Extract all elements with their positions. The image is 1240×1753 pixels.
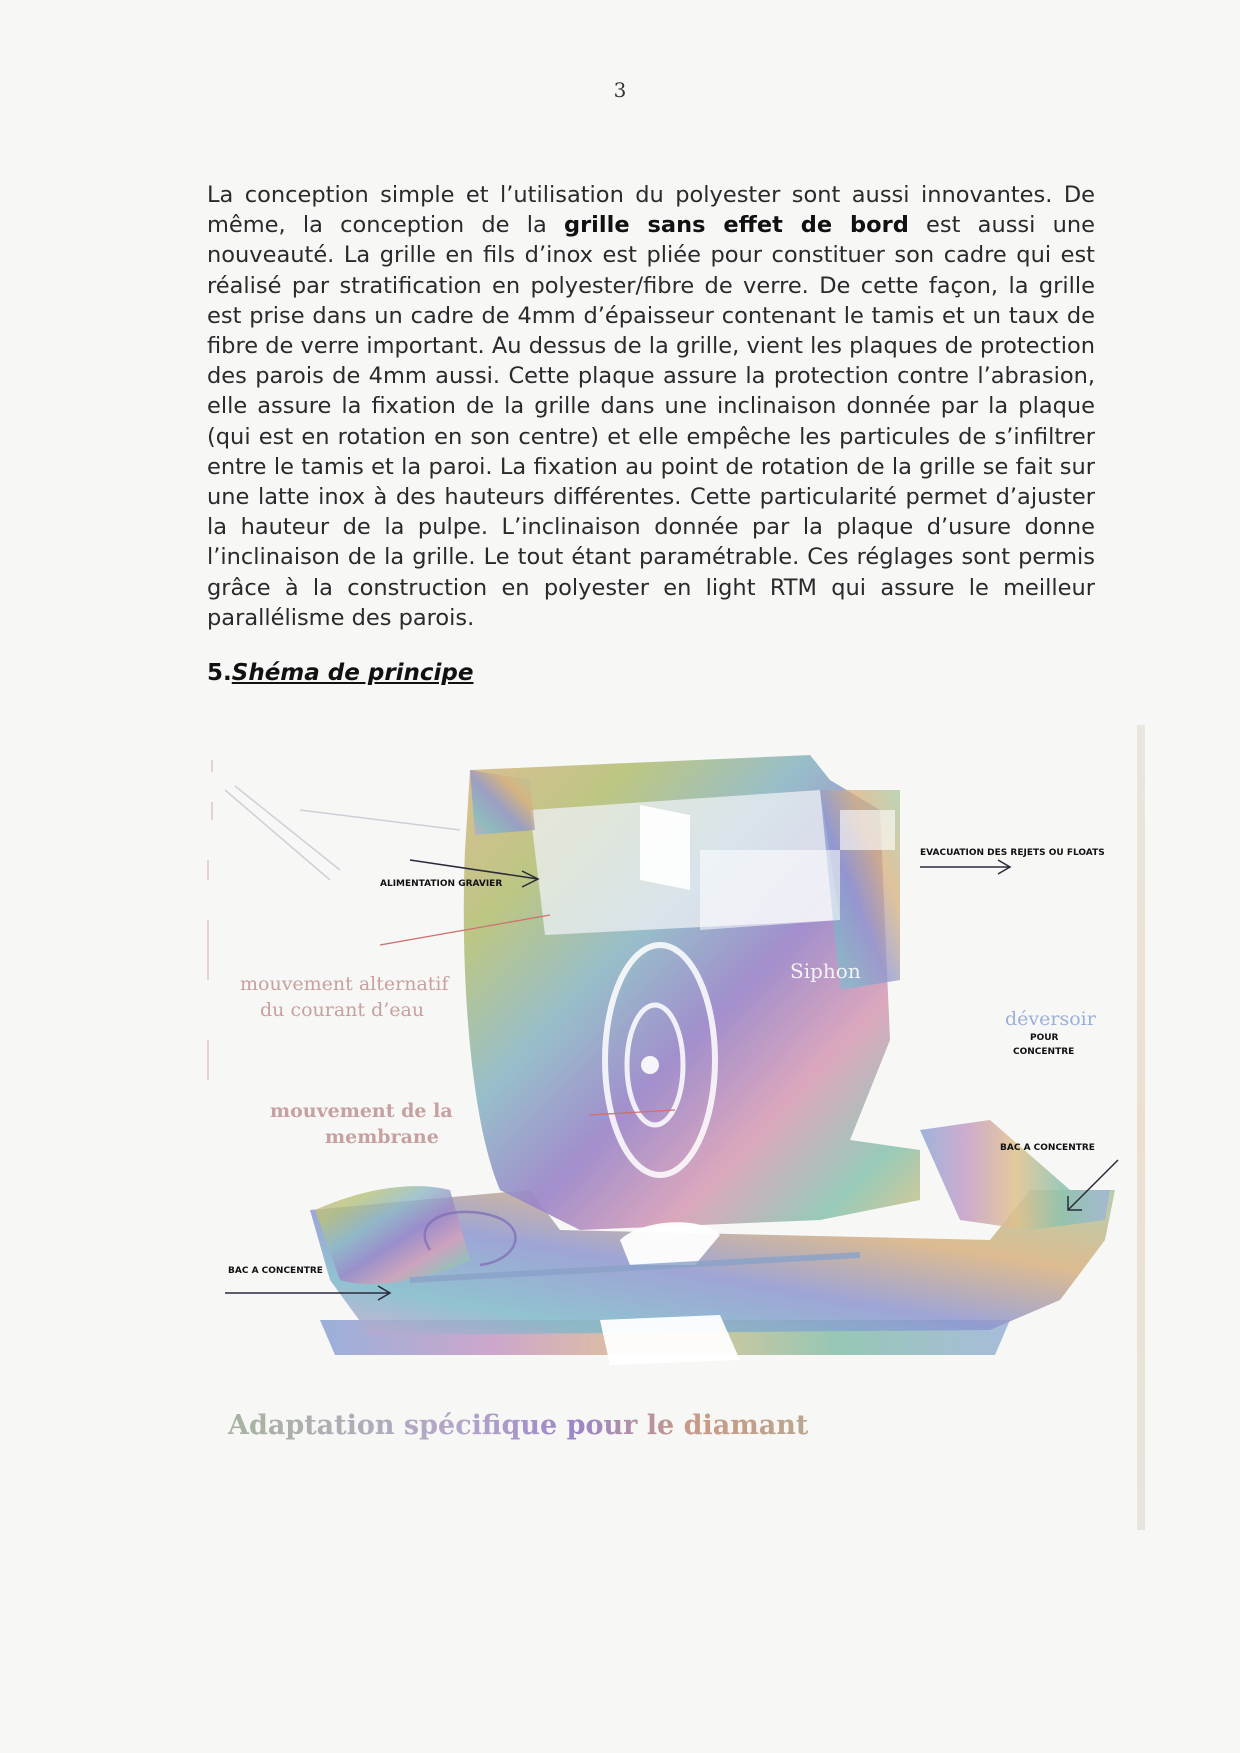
paragraph-bold-term: grille sans effet de bord (563, 212, 909, 239)
principle-diagram (200, 720, 1130, 1440)
paragraph-part-1: La conception simple et l’utilisation du polyester sont aussi innovantes. De même, la conception de la (207, 182, 1095, 239)
diagram-caption: Adaptation spécifique pour le diamant (228, 1410, 809, 1440)
label-mouvement-membrane-2: membrane (325, 1126, 439, 1148)
label-deversoir: déversoir (1005, 1008, 1096, 1030)
section-number: 5. (207, 660, 232, 686)
scan-edge-artifact (1137, 725, 1145, 1530)
label-mouvement-membrane-1: mouvement de la (270, 1100, 453, 1122)
body-paragraph (207, 180, 1095, 633)
section-heading (207, 660, 474, 686)
label-concentre: CONCENTRE (1013, 1047, 1075, 1057)
label-alimentation-gravier: ALIMENTATION GRAVIER (380, 879, 503, 889)
label-pour: POUR (1030, 1033, 1059, 1043)
section-title: Shéma de principe (231, 660, 474, 686)
label-evacuation-rejets: EVACUATION DES REJETS OU FLOATS (920, 848, 1105, 858)
page-number: 3 (613, 78, 627, 102)
paragraph-part-2: est aussi une nouveauté. La grille en fils d’inox est pliée pour constituer son cadre qui est réalisé par stratification en polyester/fibre de verre. De cette façon, la grille est prise dans un cadre de 4mm d’épaisseur contenant le tamis et un taux de fibre de verre important. Au dessus de la grille, vient les plaques de protection des parois de 4mm aussi. Cette plaque assure la protection contre l’abrasion, elle assure la fixation de la grille dans une inclinaison donnée par la plaque (qui est en rotation en son centre) et elle empêche les particules de s’infiltrer entre le tamis et la paroi. La fixation au point de rotation de la grille se fait sur une latte inox à des hauteurs différentes. Cette particularité permet d’ajuster la hauteur de la pulpe. L’inclinaison donnée par la plaque d’usure donne l’inclinaison de la grille. Le tout étant paramétrable. Ces réglages sont permis grâce à la construction en polyester en light RTM qui assure le meilleur parallélisme des parois. (207, 212, 1095, 631)
label-bac-concentre-right: BAC A CONCENTRE (1000, 1143, 1095, 1153)
label-mouvement-alternatif-2: du courant d’eau (260, 999, 425, 1021)
label-bac-concentre-left: BAC A CONCENTRE (228, 1266, 323, 1276)
label-siphon: Siphon (790, 959, 861, 983)
jig-machine-illustration (200, 720, 1130, 1440)
label-mouvement-alternatif-1: mouvement alternatif (240, 973, 449, 995)
